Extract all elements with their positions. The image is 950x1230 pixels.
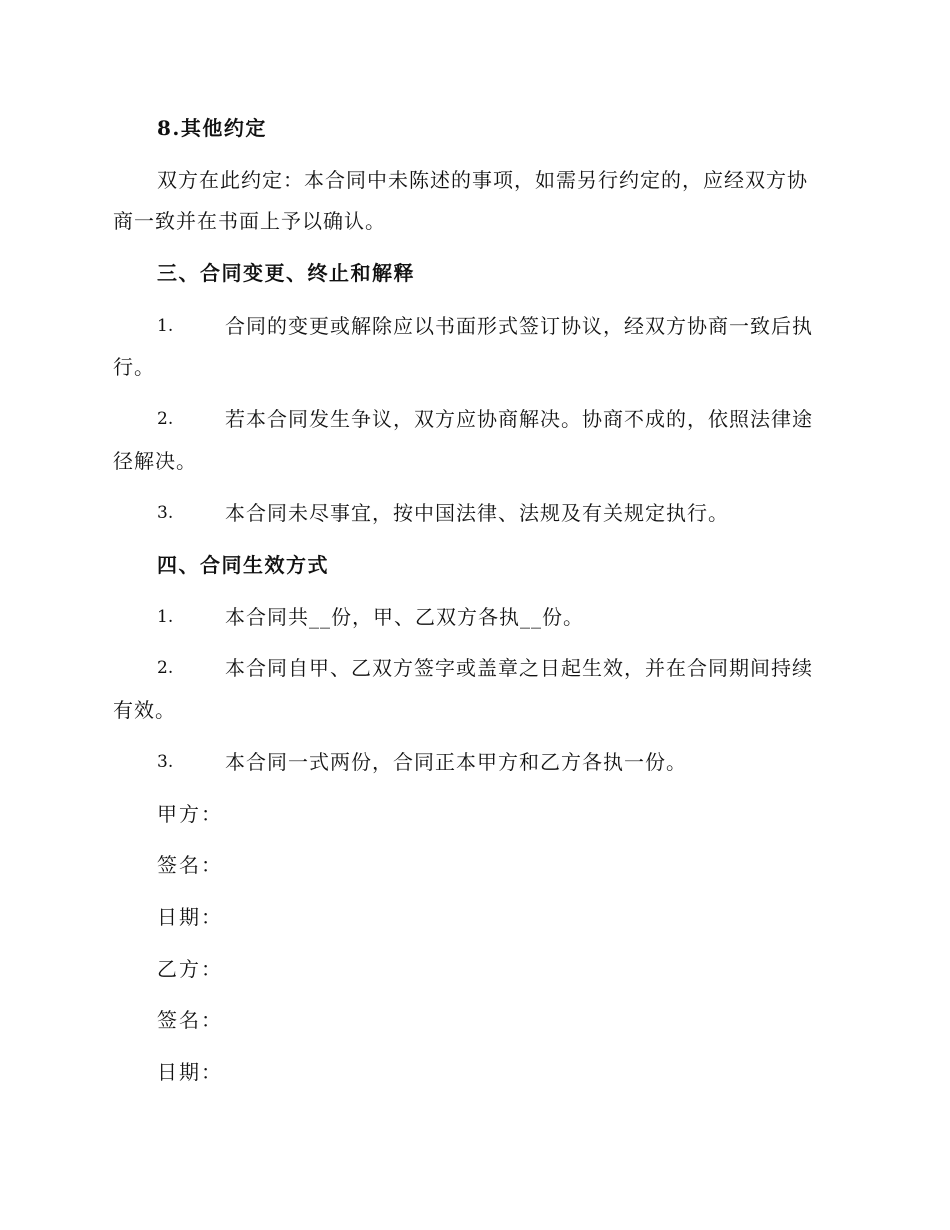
list-item-text: 本合同一式两份，合同正本甲方和乙方各执一份。: [225, 750, 687, 774]
list-item-number: 2.: [157, 409, 174, 429]
list-item-number: 2.: [157, 658, 174, 678]
list-item-text-continued: 行。: [113, 355, 155, 379]
list-item-number: 3.: [157, 752, 174, 772]
list-item-text: 若本合同发生争议，双方应协商解决。协商不成的，依照法律途: [225, 407, 813, 431]
party-a-signature-label: 签名：: [157, 853, 223, 877]
list-item-text-continued: 径解决。: [113, 449, 197, 473]
party-b-date-label: 日期：: [157, 1060, 223, 1084]
list-item-text: 本合同未尽事宜，按中国法律、法规及有关规定执行。: [225, 501, 729, 525]
list-item-text-continued: 有效。: [113, 698, 176, 722]
list-item-text: 本合同自甲、乙双方签字或盖章之日起生效，并在合同期间持续: [225, 656, 813, 680]
list-item-number: 3.: [157, 503, 174, 523]
section-3-heading: 三、合同变更、终止和解释: [157, 261, 415, 285]
party-b-label: 乙方：: [157, 957, 223, 981]
section-8-paragraph-line-2: 商一致并在书面上予以确认。: [113, 209, 386, 233]
section-8-heading: 8.其他约定: [157, 116, 267, 140]
list-item-number: 1.: [157, 607, 174, 627]
list-item-text: 本合同共__份，甲、乙双方各执__份。: [225, 605, 584, 629]
section-4-heading: 四、合同生效方式: [157, 553, 329, 577]
list-item-number: 1.: [157, 316, 174, 336]
section-8-paragraph-line-1: 双方在此约定：本合同中未陈述的事项，如需另行约定的，应经双方协: [157, 168, 808, 192]
list-item-text: 合同的变更或解除应以书面形式签订协议，经双方协商一致后执: [225, 314, 813, 338]
party-a-label: 甲方：: [157, 802, 223, 826]
party-b-signature-label: 签名：: [157, 1008, 223, 1032]
party-a-date-label: 日期：: [157, 905, 223, 929]
